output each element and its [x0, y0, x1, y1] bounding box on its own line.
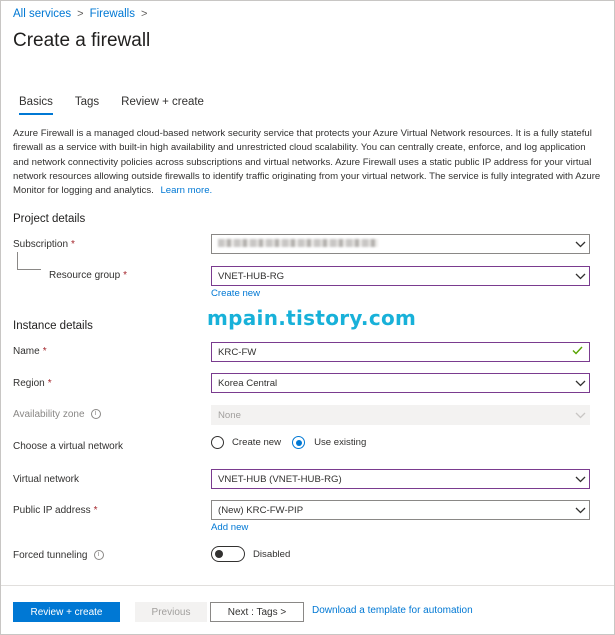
previous-button: Previous — [135, 602, 207, 622]
add-new-public-ip-link[interactable]: Add new — [211, 522, 249, 533]
name-label-text: Name — [13, 346, 40, 357]
region-label-text: Region — [13, 378, 45, 389]
region-label — [13, 378, 52, 389]
tab-review-create[interactable]: Review + create — [121, 96, 204, 108]
availability-zone-value: None — [218, 409, 241, 421]
chevron-down-icon — [571, 412, 589, 419]
check-icon — [572, 346, 583, 358]
required-marker: * — [42, 346, 47, 357]
forced-tunneling-state: Disabled — [253, 548, 291, 560]
breadcrumb-all-services[interactable]: All services — [13, 8, 72, 20]
info-icon[interactable]: i — [94, 550, 104, 560]
public-ip-value: (New) KRC-FW-PIP — [218, 504, 304, 516]
intro-description — [13, 127, 603, 198]
forced-tunneling-toggle[interactable] — [211, 546, 245, 562]
name-value: KRC-FW — [218, 346, 257, 358]
name-input[interactable] — [211, 342, 590, 362]
availability-zone-dropdown — [211, 405, 590, 425]
resource-group-label — [49, 270, 127, 281]
required-marker: * — [93, 505, 98, 516]
chevron-down-icon — [571, 241, 589, 248]
virtual-network-label: Virtual network — [13, 474, 79, 485]
obscured-subscription-value — [218, 239, 378, 247]
forced-tunneling-label-text: Forced tunneling — [13, 550, 88, 561]
footer-divider — [1, 585, 614, 586]
name-label — [13, 346, 47, 357]
required-marker: * — [123, 270, 128, 281]
resource-group-value: VNET-HUB-RG — [218, 270, 285, 282]
download-template-link[interactable]: Download a template for automation — [312, 605, 473, 616]
chevron-down-icon — [571, 507, 589, 514]
watermark: mpain.tistory.com — [207, 306, 417, 330]
public-ip-dropdown[interactable] — [211, 500, 590, 520]
hierarchy-connector — [17, 252, 41, 270]
instance-details-heading: Instance details — [13, 320, 93, 332]
availability-zone-label-text: Availability zone — [13, 409, 85, 420]
chevron-down-icon — [571, 476, 589, 483]
subscription-label — [13, 239, 75, 250]
toggle-knob — [215, 550, 223, 558]
forced-tunneling-control — [211, 546, 290, 562]
breadcrumb — [13, 8, 147, 20]
radio-use-existing[interactable] — [292, 436, 305, 449]
region-dropdown[interactable] — [211, 373, 590, 393]
public-ip-label-text: Public IP address — [13, 505, 91, 516]
review-create-button[interactable]: Review + create — [13, 602, 120, 622]
choose-vnet-label: Choose a virtual network — [13, 441, 124, 452]
public-ip-label — [13, 505, 98, 516]
next-tags-button[interactable]: Next : Tags > — [210, 602, 304, 622]
intro-text: Azure Firewall is a managed cloud-based network security service that protects your Azure Virtual Network resources. It is a fully stateful firewall as a service with built-in high availability and unrestricted cloud scalability. You can centrally create, enforce, and log application and network connectivity policies across subscriptions and virtual networks. Azure Firewall uses a static public IP address for your virtual network resources allowing outside firewalls to identify traffic originating from your virtual network. The service is fully integrated with Azure Monitor for logging and analytics. — [13, 128, 601, 197]
chevron-down-icon — [571, 273, 589, 280]
radio-create-new[interactable] — [211, 436, 224, 449]
radio-use-existing-label: Use existing — [314, 437, 367, 448]
breadcrumb-firewalls[interactable]: Firewalls — [89, 8, 135, 20]
chevron-right-icon: > — [77, 8, 84, 20]
availability-zone-label — [13, 409, 101, 420]
chevron-down-icon — [571, 380, 589, 387]
subscription-dropdown[interactable] — [211, 234, 590, 254]
virtual-network-dropdown[interactable] — [211, 469, 590, 489]
tab-tags[interactable]: Tags — [74, 96, 100, 108]
virtual-network-value: VNET-HUB (VNET-HUB-RG) — [218, 473, 342, 485]
radio-create-new-label: Create new — [232, 437, 282, 448]
resource-group-label-text: Resource group — [49, 270, 121, 281]
learn-more-link[interactable]: Learn more. — [160, 185, 213, 197]
chevron-right-icon: > — [140, 8, 148, 20]
page-title: Create a firewall — [13, 30, 151, 51]
forced-tunneling-label — [13, 550, 104, 561]
info-icon[interactable]: i — [91, 409, 101, 419]
region-value: Korea Central — [218, 377, 278, 389]
tab-bar — [19, 96, 204, 115]
resource-group-dropdown[interactable] — [211, 266, 590, 286]
subscription-label-text: Subscription — [13, 239, 69, 250]
vnet-choice-radio-group — [211, 436, 366, 449]
tab-basics[interactable]: Basics — [19, 96, 53, 115]
project-details-heading: Project details — [13, 213, 86, 225]
create-new-resource-group-link[interactable]: Create new — [211, 288, 261, 299]
required-marker: * — [47, 378, 52, 389]
required-marker: * — [71, 239, 75, 250]
